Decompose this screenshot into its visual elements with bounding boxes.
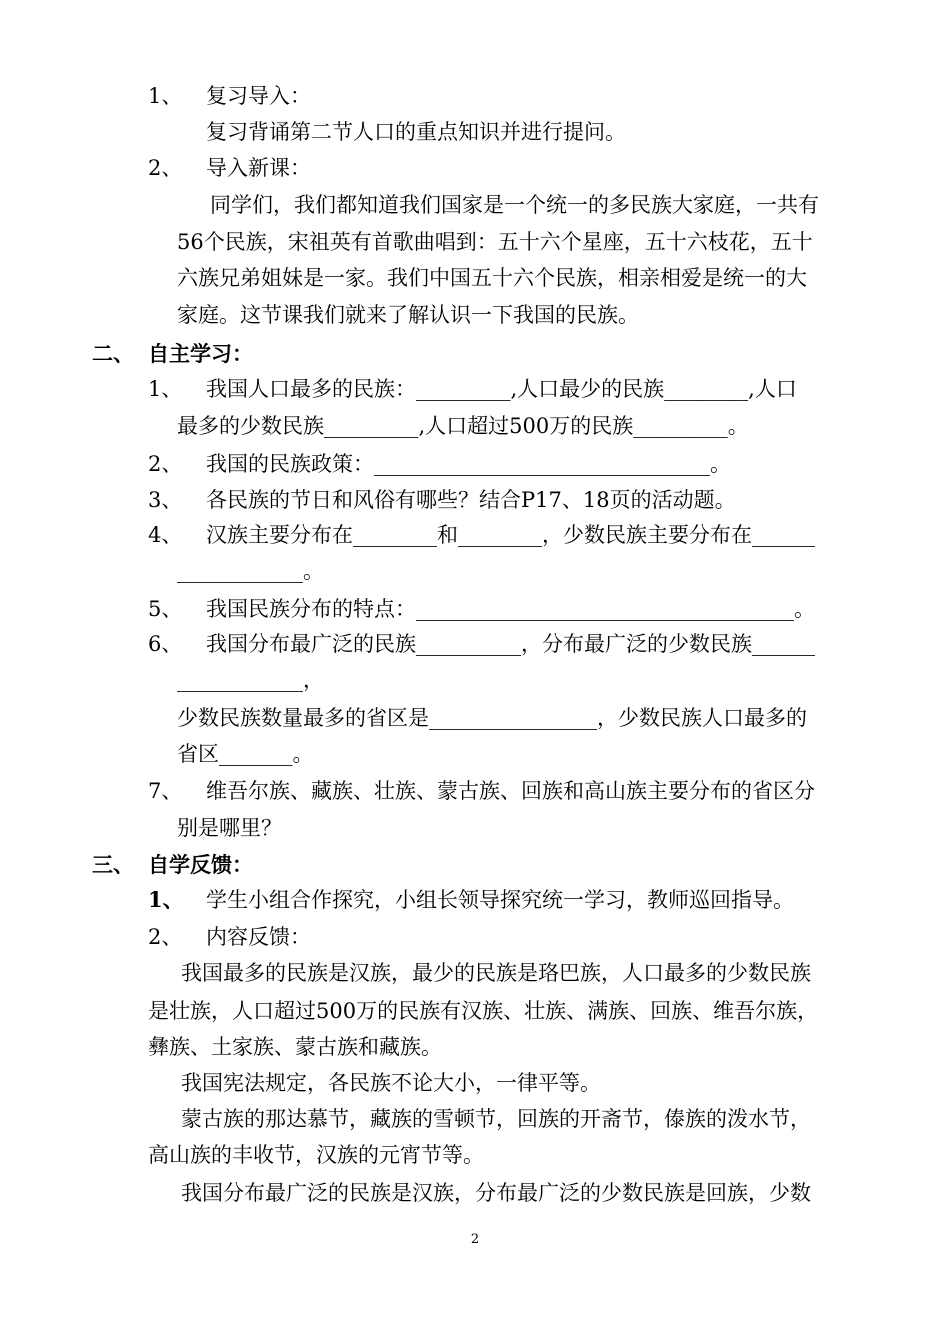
question-1-text: 我国人口最多的民族：_________,人口最少的民族________,人口 xyxy=(206,377,797,401)
paragraph-line: 复习背诵第二节人口的重点知识并进行提问。 xyxy=(206,120,626,144)
answer-line: 高山族的丰收节，汉族的元宵节等。 xyxy=(148,1143,484,1167)
question-4-num: 4、 xyxy=(148,523,183,547)
question-2-text: 我国的民族政策：________________________________。 xyxy=(206,452,731,476)
feedback-1-text: 学生小组合作探究，小组长领导探究统一学习，教师巡回指导。 xyxy=(206,888,794,912)
section-3-num: 三、 xyxy=(92,852,134,877)
feedback-1-num: 1、 xyxy=(148,887,184,912)
question-4-continued: ____________。 xyxy=(177,559,324,583)
answer-line: 彝族、土家族、蒙古族和藏族。 xyxy=(148,1035,442,1059)
answer-line: 我国分布最广泛的民族是汉族，分布最广泛的少数民族是回族，少数 xyxy=(181,1181,811,1205)
paragraph-line: 同学们，我们都知道我们国家是一个统一的多民族大家庭，一共有 xyxy=(210,193,819,217)
paragraph-line: 家庭。这节课我们就来了解认识一下我国的民族。 xyxy=(177,303,639,327)
question-6-num: 6、 xyxy=(148,632,183,656)
answer-line: 我国宪法规定，各民族不论大小，一律平等。 xyxy=(181,1071,601,1095)
question-1-continued: 最多的少数民族_________,人口超过500万的民族_________。 xyxy=(177,414,749,438)
paragraph-line: 六族兄弟姐妹是一家。我们中国五十六个民族，相亲相爱是统一的大 xyxy=(177,266,807,290)
question-6-continued: ____________， xyxy=(177,668,324,692)
answer-line: 是壮族，人口超过500万的民族有汉族、壮族、满族、回族、维吾尔族， xyxy=(148,999,819,1023)
question-5-text: 我国民族分布的特点：____________________________________。 xyxy=(206,597,815,621)
question-3-num: 3、 xyxy=(148,488,183,512)
question-7-num: 7、 xyxy=(148,779,183,803)
question-6-continued: 少数民族数量最多的省区是________________，少数民族人口最多的 xyxy=(177,706,807,730)
item-1-num: 1、 xyxy=(148,84,183,108)
answer-line: 蒙古族的那达慕节，藏族的雪顿节，回族的开斋节，傣族的泼水节， xyxy=(181,1107,811,1131)
page-number: 2 xyxy=(470,1232,480,1247)
paragraph-line: 56个民族，宋祖英有首歌曲唱到：五十六个星座，五十六枝花，五十 xyxy=(177,230,813,254)
item-1-heading: 复习导入： xyxy=(206,84,311,108)
question-2-num: 2、 xyxy=(148,452,183,476)
feedback-2-heading: 内容反馈： xyxy=(206,925,311,949)
question-7-continued: 别是哪里？ xyxy=(177,816,282,840)
item-2-heading: 导入新课： xyxy=(206,156,311,180)
answer-line: 我国最多的民族是汉族，最少的民族是珞巴族，人口最多的少数民族 xyxy=(181,961,811,985)
question-3-text: 各民族的节日和风俗有哪些？结合P17、18页的活动题。 xyxy=(206,488,736,512)
item-2-num: 2、 xyxy=(148,156,183,180)
question-6-text: 我国分布最广泛的民族__________，分布最广泛的少数民族______ xyxy=(206,632,815,656)
section-2-title: 自主学习： xyxy=(148,341,253,366)
question-6-continued: 省区_______。 xyxy=(177,742,314,766)
question-5-num: 5、 xyxy=(148,597,183,621)
question-7-text: 维吾尔族、藏族、壮族、蒙古族、回族和高山族主要分布的省区分 xyxy=(206,779,815,803)
question-4-text: 汉族主要分布在________和________，少数民族主要分布在______ xyxy=(206,523,815,547)
section-3-title: 自学反馈： xyxy=(148,852,253,877)
question-1-num: 1、 xyxy=(148,377,183,401)
section-2-num: 二、 xyxy=(92,341,134,366)
feedback-2-num: 2、 xyxy=(148,925,183,949)
